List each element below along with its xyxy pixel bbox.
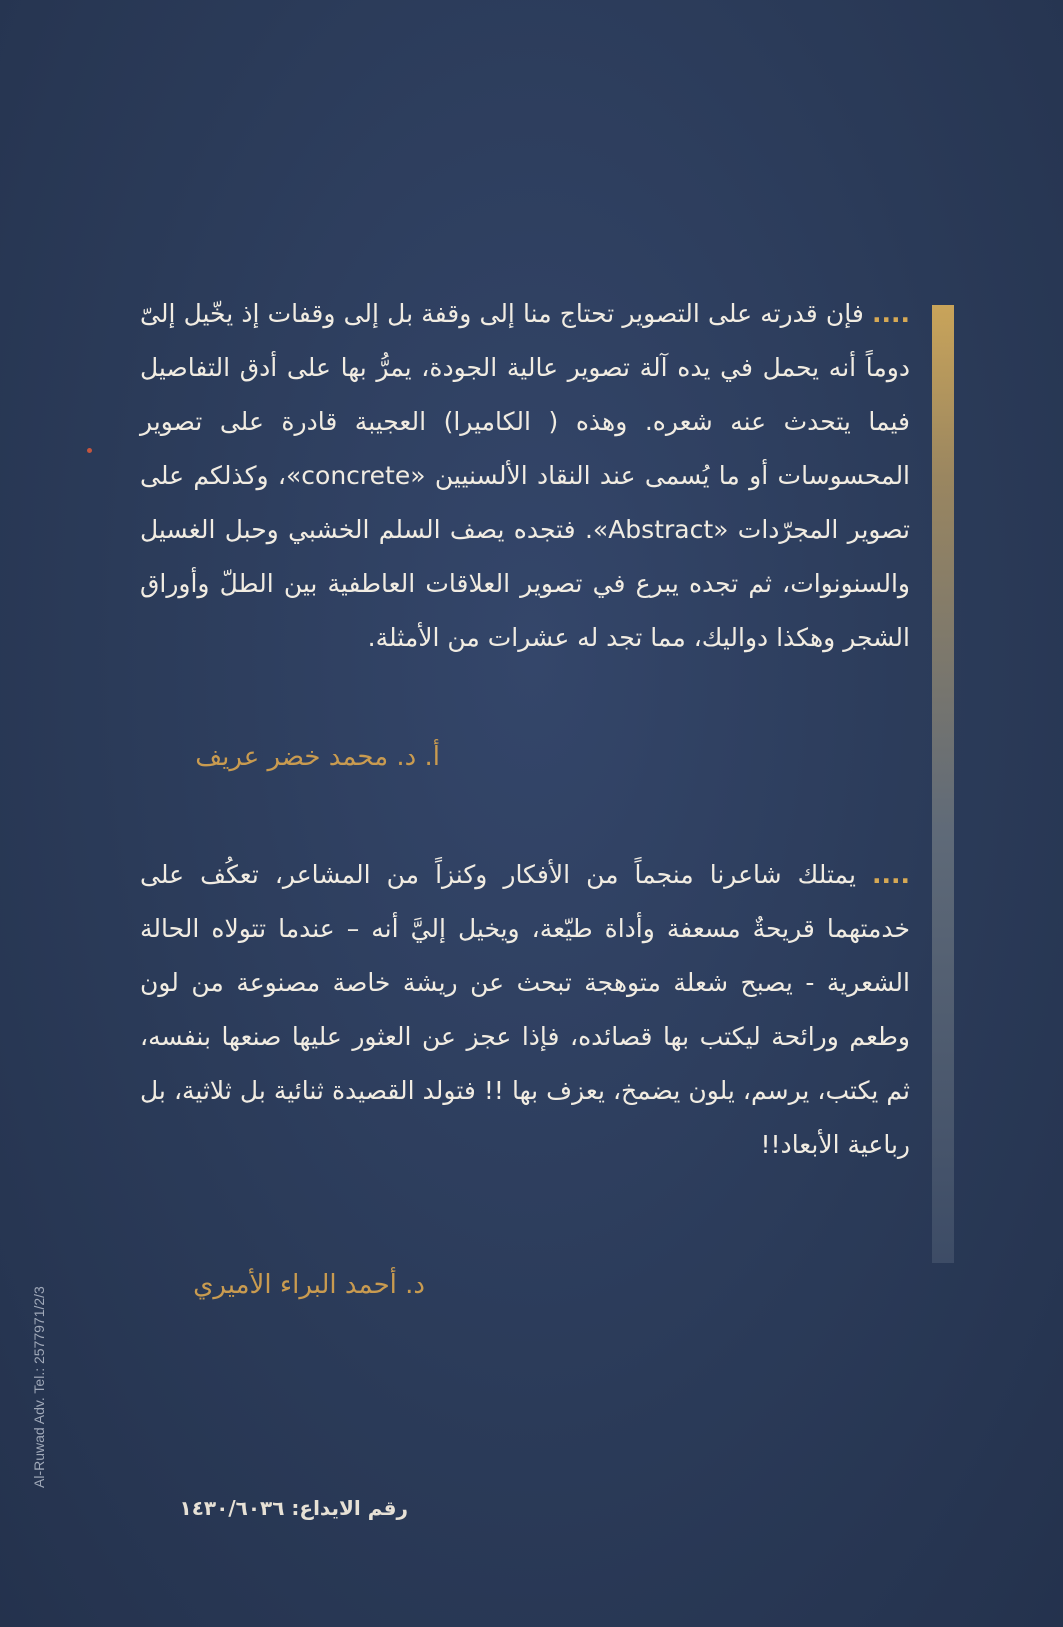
- quote-author-2: د. أحمد البراء الأميري: [193, 1270, 425, 1300]
- quote-paragraph-2: [140, 848, 910, 1172]
- gold-accent-bar: [932, 305, 954, 1263]
- quote-text-2: يمتلك شاعرنا منجماً من الأفكار وكنزاً من المشاعر، تعكُف على خدمتهما قريحةٌ مسعفة وأداة طيّعة، ويخيل إليَّ أنه – عندما تتولاه الحالة الشعرية - يصبح شعلة متوهجة تبحث عن ريشة خاصة مصنوعة من لون وطعم ورائحة ليكتب بها قصائده، فإذا عجز عن العثور عليها صنعها بنفسه، ثم يكتب، يرسم، يلون يضمخ، يعزف بها !! فتولد القصيدة ثنائية بل ثلاثية، بل رباعية الأبعاد!!: [140, 860, 910, 1159]
- decorative-speck: [87, 448, 92, 453]
- printer-credit: Al-Ruwad Adv. Tel.: 2577971/2/3: [31, 1286, 47, 1488]
- quote-paragraph-1: [140, 287, 910, 665]
- deposit-number: رقم الايداع: ١٤٣٠/٦٠٣٦: [179, 1496, 408, 1520]
- quote-author-1: أ. د. محمد خضر عريف: [195, 742, 440, 772]
- quote-dots-2: ....: [872, 860, 910, 889]
- quote-dots-1: ....: [872, 299, 910, 328]
- quote-text-1: فإن قدرته على التصوير تحتاج منا إلى وقفة بل إلى وقفات إذ يخّيل إلىّ دوماً أنه يحمل في يده آلة تصوير عالية الجودة، يمرُّ بها على أدق التفاصيل فيما يتحدث عنه شعره. وهذه ( الكاميرا) العجيبة قادرة على تصوير المحسوسات أو ما يُسمى عند النقاد الألسنيين «concrete»، وكذلكم على تصوير المجرّدات «Abstract». فتجده يصف السلم الخشبي وحبل الغسيل والسنونوات، ثم تجده يبرع في تصوير العلاقات العاطفية بين الطلّ وأوراق الشجر وهكذا دواليك، مما تجد له عشرات من الأمثلة.: [140, 299, 911, 652]
